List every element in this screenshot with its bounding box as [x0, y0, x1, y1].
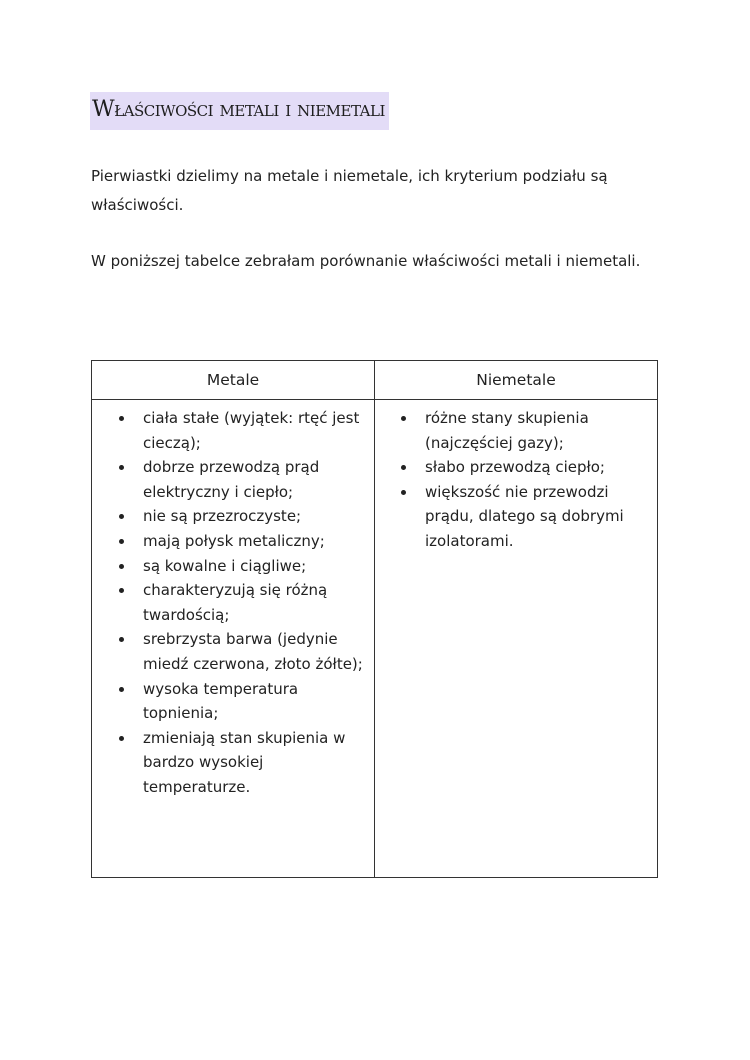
list-item: wysoka temperatura topnienia; — [119, 677, 364, 726]
niemetale-cell — [375, 400, 657, 877]
list-item: nie są przezroczyste; — [119, 504, 364, 529]
list-item: dobrze przewodzą prąd elektryczny i ciepło; — [119, 455, 364, 504]
list-item: charakteryzują się różną twardością; — [119, 578, 364, 627]
list-item: zmieniają stan skupienia w bardzo wysokiej temperaturze. — [119, 726, 364, 800]
table-intro-paragraph: W poniższej tabelce zebrałam porównanie właściwości metali i niemetali. — [91, 252, 641, 270]
metale-list — [119, 406, 364, 800]
niemetale-list — [401, 406, 647, 554]
list-item: mają połysk metaliczny; — [119, 529, 364, 554]
intro-paragraph: Pierwiastki dzielimy na metale i niemetale, ich kryterium podziału są właściwości. — [91, 167, 608, 214]
list-item: srebrzysta barwa (jedynie miedź czerwona, złoto żółte); — [119, 627, 364, 676]
list-item: różne stany skupienia (najczęściej gazy); — [401, 406, 647, 455]
comparison-table — [91, 360, 658, 878]
page-title: Właściwości metali i niemetali — [90, 92, 389, 130]
list-item: większość nie przewodzi prądu, dlatego są dobrymi izolatorami. — [401, 480, 647, 554]
metale-cell — [92, 400, 375, 877]
list-item: słabo przewodzą ciepło; — [401, 455, 647, 480]
list-item: są kowalne i ciągliwe; — [119, 554, 364, 579]
header-metale: Metale — [92, 361, 375, 400]
list-item: ciała stałe (wyjątek: rtęć jest cieczą); — [119, 406, 364, 455]
header-niemetale: Niemetale — [375, 361, 657, 400]
